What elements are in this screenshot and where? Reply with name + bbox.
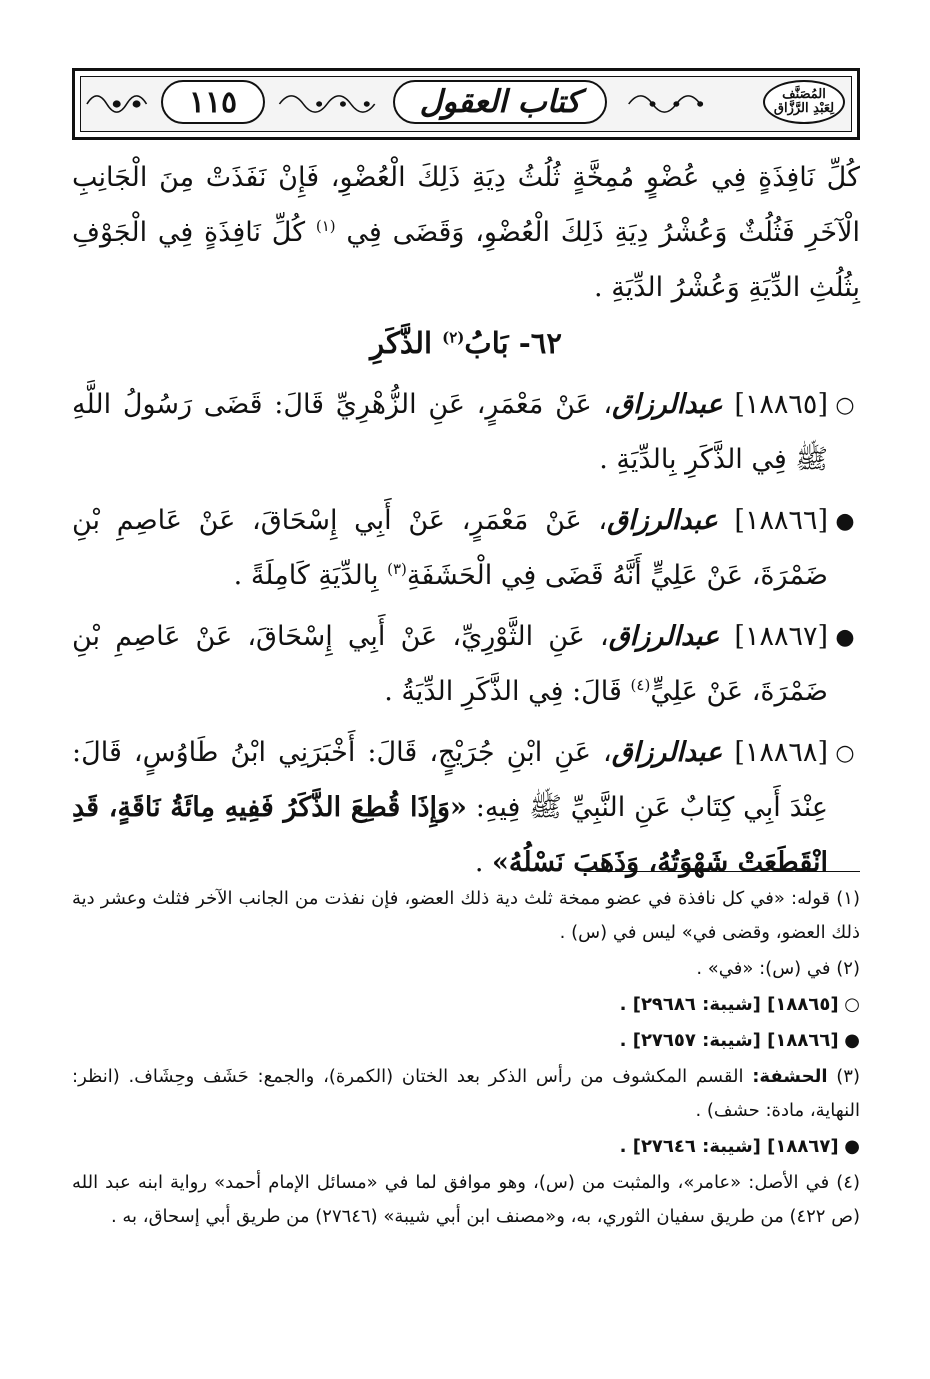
narrator-name: عبدالرزاق xyxy=(611,737,723,768)
hadith-marker: ● xyxy=(835,624,855,650)
hadith-number: [١٨٨٦٨] xyxy=(734,737,828,768)
footnote-text: في (س): «في» . xyxy=(696,958,831,979)
prophetic-text: «وَإِذَا قُطِعَ الذَّكَرُ فَفِيهِ مِائَةُ نَاقَةٍ، قَدِ انْقَطَعَتْ شَهْوَتُهُ، وَذَهَبَ نَسْلُهُ» xyxy=(72,792,828,878)
footnotes xyxy=(72,882,860,1236)
chapter-number: ٦٢- بَابُ xyxy=(464,326,562,360)
hadith-number: [١٨٨٦٦] xyxy=(734,505,828,536)
source-note-18866 xyxy=(72,1024,860,1058)
hadith-text: ، عَنْ مَعْمَرٍ، عَنِ الزُّهْرِيِّ قَالَ: قَضَى رَسُولُ اللَّهِ ﷺ فِي الذَّكَرِ بِالدِّيَةِ . xyxy=(72,389,828,475)
page-header xyxy=(72,68,860,140)
intro-text-1: كُلِّ نَافِذَةٍ فِي عُضْوٍ مُمِخَّةٍ ثُلُثُ دِيَةِ ذَلِكَ الْعُضْوِ، فَإِنْ نَفَذَتْ مِنَ الْجَانِبِ الْآخَرِ فَثُلُثٌ وَعُشْرُ دِيَةِ ذَلِكَ الْعُضْوِ، وَقَضَى فِي xyxy=(72,162,860,248)
hadith-18865 xyxy=(72,377,860,487)
narrator-name: عبدالرزاق xyxy=(608,621,720,652)
hadith-end: . xyxy=(474,847,484,878)
chapter-heading xyxy=(72,319,860,367)
footnote-divider xyxy=(584,871,860,872)
hadith-marker: ○ xyxy=(835,740,855,766)
hadith-text-end: بِالدِّيَةِ كَامِلَةً . xyxy=(233,560,379,591)
footnote-ref-1[interactable]: (١) xyxy=(315,217,336,235)
narrator-name: عبدالرزاق xyxy=(612,389,723,420)
footnote-text: [١٨٨٦٥] [شيبة: ٢٩٦٨٦] . xyxy=(619,994,839,1015)
intro-paragraph xyxy=(72,150,860,315)
footnote-label: (٣) xyxy=(836,1066,860,1087)
footnote-3 xyxy=(72,1060,860,1128)
emblem-line-2: لِعَبْدِ الرَّزَّاق xyxy=(773,101,835,116)
footnote-label: ● xyxy=(844,1136,860,1157)
footnote-text: [١٨٨٦٦] [شيبة: ٢٧٦٥٧] . xyxy=(619,1030,839,1051)
footnote-label: (٤) xyxy=(836,1172,860,1193)
hadith-text: ، عَنْ مَعْمَرٍ، عَنْ أَبِي إِسْحَاقَ، عَنْ عَاصِمِ بْنِ ضَمْرَةَ، عَنْ عَلِيٍّ أَنَّهُ قَضَى فِي الْحَشَفَةِ xyxy=(72,505,828,591)
footnote-1 xyxy=(72,882,860,950)
hadith-marker: ○ xyxy=(835,392,855,418)
footnote-ref-2[interactable]: (٢) xyxy=(442,328,465,347)
hadith-marker: ● xyxy=(835,508,855,534)
hadith-18868 xyxy=(72,725,860,890)
main-text xyxy=(72,150,860,896)
source-note-18867 xyxy=(72,1130,860,1164)
narrator-name: عبدالرزاق xyxy=(607,505,718,536)
footnote-text: القسم المكشوف من رأس الذكر بعد الختان (الكمرة)، والجمع: حَشَف وحِشَاف. (انظر: النهاية، مادة: حشف) . xyxy=(72,1066,860,1121)
footnote-text: [١٨٨٦٧] [شيبة: ٢٧٦٤٦] . xyxy=(619,1136,839,1157)
emblem-line-1: المُصَنَّف xyxy=(782,87,826,102)
hadith-number: [١٨٨٦٧] xyxy=(734,621,828,652)
footnote-label: (٢) xyxy=(836,958,860,979)
footnote-term: الحشفة: xyxy=(752,1066,828,1087)
footnote-text: قوله: «في كل نافذة في عضو ممخة ثلث دية ذلك العضو، فإن نفذت من الجانب الآخر فثلث وعشر دية ذلك العضو، وقضى في» ليس في (س) . xyxy=(72,888,860,943)
footnote-2 xyxy=(72,952,860,986)
hadith-text-end: قَالَ: فِي الذَّكَرِ الدِّيَةُ . xyxy=(384,676,622,707)
page-number: ١١٥ xyxy=(161,80,265,124)
hadith-text: ، عَنِ الثَّوْرِيِّ، عَنْ أَبِي إِسْحَاقَ، عَنْ عَاصِمِ بْنِ ضَمْرَةَ، عَنْ عَلِيٍّ xyxy=(72,621,828,707)
footnote-label: ○ xyxy=(844,994,860,1015)
chapter-title: الذَّكَرِ xyxy=(370,326,433,360)
source-note-18865 xyxy=(72,988,860,1022)
footnote-ref-4[interactable]: (٤) xyxy=(630,676,651,694)
footnote-text: في الأصل: «عامر»، والمثبت من (س)، وهو موافق لما في «مسائل الإمام أحمد» رواية ابنه عبد الله (ص ٤٢٢) من طريق سفيان الثوري، به، و«مصنف ابن أبي شيبة» (٢٧٦٤٦) من طريق أبي إسحاق، به . xyxy=(72,1172,860,1227)
footnote-label: ● xyxy=(844,1030,860,1051)
hadith-text: ، عَنِ ابْنِ جُرَيْجٍ، قَالَ: أَخْبَرَنِي ابْنُ طَاوُسٍ، قَالَ: عِنْدَ أَبِي كِتَابٌ عَنِ النَّبِيِّ ﷺ فِيهِ: xyxy=(72,737,829,823)
running-title: كتاب العقول xyxy=(393,80,607,124)
hadith-18867 xyxy=(72,609,860,719)
book-emblem xyxy=(763,80,845,124)
intro-text-2: كُلِّ نَافِذَةٍ فِي الْجَوْفِ بِثُلُثِ الدِّيَةِ وَعُشْرُ الدِّيَةِ . xyxy=(72,217,860,303)
hadith-18866 xyxy=(72,493,860,603)
hadith-number: [١٨٨٦٥] xyxy=(734,389,828,420)
footnote-4 xyxy=(72,1166,860,1234)
footnote-label: (١) xyxy=(836,888,860,909)
footnote-ref-3[interactable]: (٣) xyxy=(387,560,407,578)
